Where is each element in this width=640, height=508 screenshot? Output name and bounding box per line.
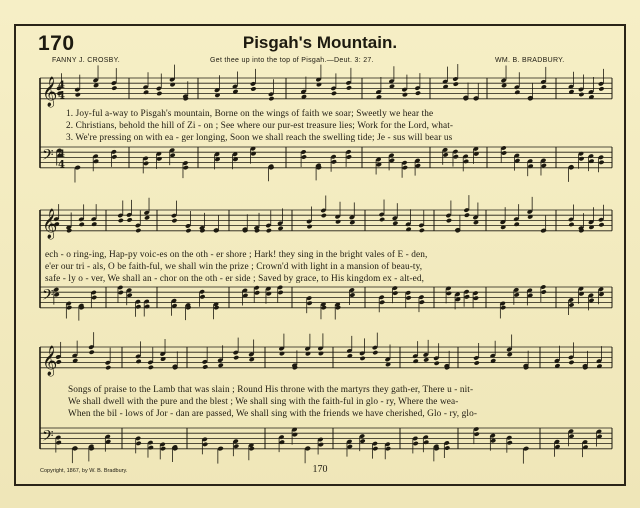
note-head bbox=[541, 163, 547, 168]
note-head bbox=[379, 300, 385, 305]
note-head bbox=[514, 222, 520, 227]
note-head bbox=[507, 440, 513, 445]
note-head bbox=[127, 217, 133, 222]
note-head bbox=[171, 218, 177, 223]
note-head bbox=[568, 360, 574, 365]
note-head bbox=[144, 304, 150, 309]
hymn-title: Pisgah's Mountain. bbox=[242, 33, 398, 52]
lyric-line: ech - o ring-ing, Hap-py voic-es on the oth - er shore ; Hark! they sing in the bright vales of E - den, bbox=[45, 250, 428, 260]
note-head bbox=[419, 228, 425, 233]
note-head bbox=[202, 442, 208, 447]
note-head bbox=[318, 351, 324, 356]
note-head bbox=[598, 86, 604, 91]
note-head bbox=[349, 292, 355, 297]
note-head bbox=[136, 359, 142, 364]
bass-clef: 𝄢 bbox=[42, 427, 54, 449]
copyright-notice: Copyright, 1867, by W. B. Bradbury. bbox=[40, 468, 128, 474]
note-head bbox=[392, 290, 398, 295]
note-head bbox=[372, 446, 378, 451]
lyric-line: 2. Christians, behold the hill of Zi - on ; See where our pur-est treasure lies; Work for the Lord, what- bbox=[66, 121, 454, 131]
note-head bbox=[598, 160, 604, 165]
note-head bbox=[318, 442, 324, 447]
note-head bbox=[278, 226, 284, 231]
note-head bbox=[148, 445, 154, 450]
note-head bbox=[402, 165, 408, 170]
note-head bbox=[443, 152, 449, 157]
note-head bbox=[218, 363, 224, 368]
treble-clef: 𝄞 bbox=[42, 345, 58, 376]
note-head bbox=[199, 294, 205, 299]
note-head bbox=[136, 441, 142, 446]
note-head bbox=[446, 218, 452, 223]
lyric-line: 3. We're pressing on with ea - ger longing, Soon we shall reach the swelling tide; Je - sus will bear us bbox=[66, 133, 453, 143]
note-head bbox=[75, 92, 81, 97]
note-head bbox=[111, 154, 117, 159]
note-head bbox=[292, 432, 298, 437]
bass-clef: 𝄢 bbox=[42, 286, 54, 308]
note-head bbox=[490, 438, 496, 443]
note-head bbox=[360, 356, 366, 361]
note-head bbox=[233, 355, 239, 360]
page-number: 170 bbox=[312, 464, 328, 475]
note-head bbox=[202, 364, 208, 369]
note-head bbox=[331, 91, 337, 96]
note-head bbox=[346, 154, 352, 159]
lyric-line: e'er our tri - als, O be faith-ful, we shall win the prize ; Crown'd with light in a mansion of beau-ty, bbox=[45, 262, 423, 272]
note-head bbox=[321, 213, 327, 218]
note-head bbox=[93, 159, 99, 164]
hymn-number: 170 bbox=[38, 32, 75, 55]
scripture-reference: Get thee up into the top of Pisgah.—Deut. 3: 27. bbox=[210, 57, 374, 64]
note-head bbox=[413, 441, 419, 446]
note-head bbox=[183, 165, 189, 170]
lyric-line: 1. Joy-ful a-way to Pisgah's mountain, Borne on the wings of faith we soar; Sweetly we hear the bbox=[66, 109, 434, 119]
note-head bbox=[305, 446, 311, 451]
note-head bbox=[143, 161, 149, 166]
note-head bbox=[135, 228, 141, 233]
time-signature: 4 bbox=[58, 148, 65, 160]
note-head bbox=[266, 228, 272, 233]
note-head bbox=[434, 361, 440, 366]
note-head bbox=[523, 446, 529, 451]
bass-clef: 𝄢 bbox=[42, 146, 54, 168]
note-head bbox=[331, 159, 337, 164]
author-credit: FANNY J. CROSBY. bbox=[52, 57, 120, 64]
note-head bbox=[392, 221, 398, 226]
note-head bbox=[66, 305, 72, 310]
note-head bbox=[463, 159, 469, 164]
note-head bbox=[514, 292, 520, 297]
note-head bbox=[79, 222, 85, 227]
note-head bbox=[413, 358, 419, 363]
time-signature: 4 bbox=[58, 90, 65, 102]
note-head bbox=[568, 222, 574, 227]
note-head bbox=[105, 365, 111, 370]
note-head bbox=[72, 446, 78, 451]
note-head bbox=[406, 295, 412, 300]
note-head bbox=[541, 84, 547, 89]
note-head bbox=[541, 289, 547, 294]
note-head bbox=[89, 350, 95, 355]
note-head bbox=[56, 440, 62, 445]
note-head bbox=[335, 219, 341, 224]
lyric-line: We shall dwell with the pure and the blest ; We shall sing with the faith-ful in glo - ry, Where the wea- bbox=[68, 397, 459, 407]
note-head bbox=[578, 156, 584, 161]
note-head bbox=[464, 294, 470, 299]
note-head bbox=[360, 438, 366, 443]
note-head bbox=[598, 222, 604, 227]
note-head bbox=[419, 300, 425, 305]
time-signature: 4 bbox=[58, 79, 65, 91]
note-head bbox=[278, 290, 284, 295]
lyric-line: When the bil - lows of Jor - dan are passed, We shall sing with the friends we have cherished, Glo - ry, glo- bbox=[68, 409, 478, 419]
note-head bbox=[143, 90, 149, 95]
note-head bbox=[464, 213, 470, 218]
note-head bbox=[402, 92, 408, 97]
note-head bbox=[170, 82, 176, 87]
note-head bbox=[385, 446, 391, 451]
note-head bbox=[75, 165, 81, 170]
note-head bbox=[91, 221, 97, 226]
lyric-line: safe - ly o - ver, We shall an - chor on the oth - er side ; Saved by grace, to His kingdom ex - alt-ed, bbox=[45, 274, 425, 284]
note-head bbox=[279, 351, 285, 356]
note-head bbox=[307, 301, 313, 306]
note-head bbox=[578, 92, 584, 97]
note-head bbox=[118, 218, 124, 223]
treble-clef: 𝄞 bbox=[42, 76, 58, 107]
note-head bbox=[423, 357, 429, 362]
note-head bbox=[148, 365, 154, 370]
note-head bbox=[446, 291, 452, 296]
note-head bbox=[268, 96, 274, 101]
note-head bbox=[474, 360, 480, 365]
time-signature: 4 bbox=[58, 159, 65, 171]
note-head bbox=[111, 85, 117, 90]
note-head bbox=[514, 90, 520, 95]
lyric-line: Songs of praise to the Lamb that was slain ; Round His throne with the martyrs they gath-er, There u - nit- bbox=[68, 385, 474, 395]
note-head bbox=[500, 305, 506, 310]
note-head bbox=[279, 440, 285, 445]
note-head bbox=[254, 290, 260, 295]
note-head bbox=[156, 91, 162, 96]
note-head bbox=[301, 154, 307, 159]
note-head bbox=[423, 440, 429, 445]
note-head bbox=[346, 85, 352, 90]
note-head bbox=[474, 431, 480, 436]
note-head bbox=[185, 228, 191, 233]
note-head bbox=[379, 217, 385, 222]
note-head bbox=[250, 86, 256, 91]
note-head bbox=[135, 304, 141, 309]
note-head bbox=[588, 158, 594, 163]
treble-clef: 𝄞 bbox=[42, 208, 58, 239]
note-head bbox=[160, 446, 166, 451]
note-head bbox=[307, 224, 313, 229]
note-head bbox=[218, 446, 224, 451]
note-head bbox=[415, 90, 421, 95]
note-head bbox=[91, 295, 97, 300]
note-head bbox=[568, 302, 574, 307]
note-head bbox=[316, 82, 322, 87]
note-head bbox=[453, 81, 459, 86]
note-head bbox=[372, 350, 378, 355]
note-head bbox=[507, 352, 513, 357]
note-head bbox=[453, 154, 459, 159]
note-head bbox=[473, 296, 479, 301]
note-head bbox=[501, 150, 507, 155]
note-head bbox=[501, 83, 507, 88]
note-head bbox=[118, 290, 124, 295]
note-head bbox=[144, 215, 150, 220]
composer-credit: WM. B. BRADBURY. bbox=[495, 57, 565, 64]
note-head bbox=[233, 444, 239, 449]
note-head bbox=[54, 292, 60, 297]
note-head bbox=[444, 445, 450, 450]
